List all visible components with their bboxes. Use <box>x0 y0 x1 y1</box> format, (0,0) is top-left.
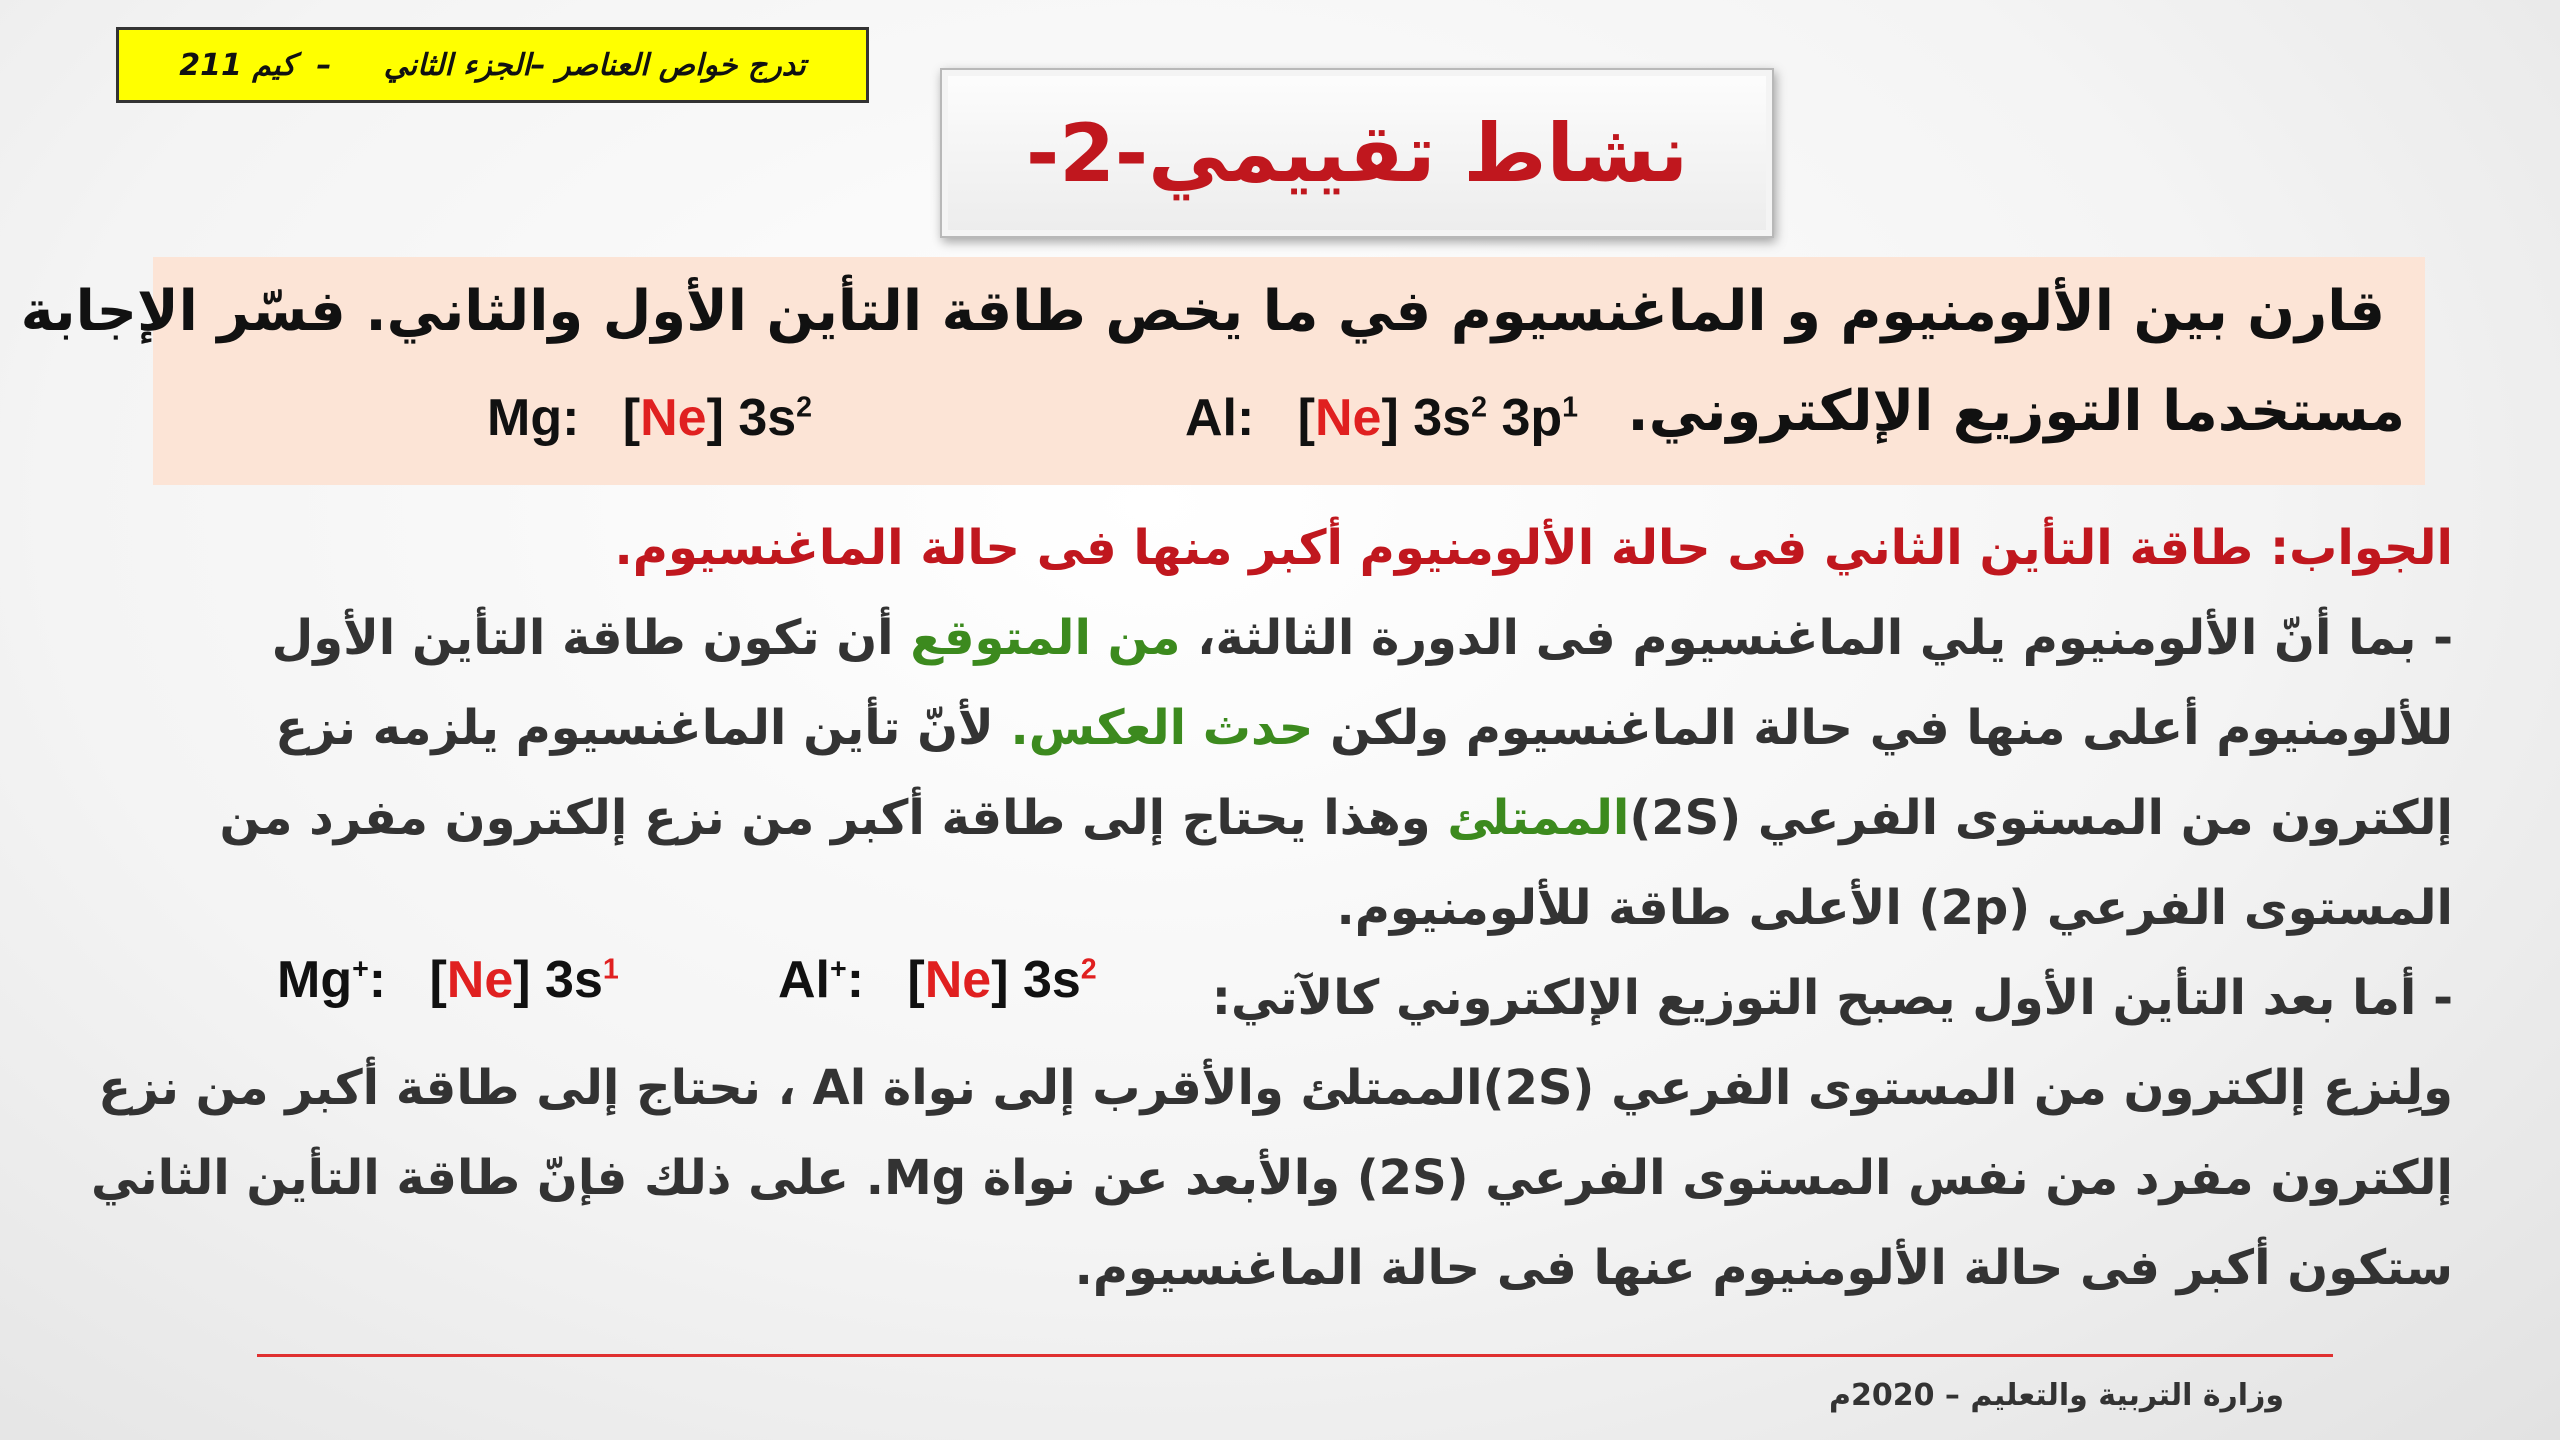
question-line-1: قارن بين الألومنيوم و الماغنسيوم في ما يخص طاقة التأين الأول والثاني. فسّر الإجابة <box>20 279 2385 344</box>
answer-heading <box>615 520 2453 576</box>
al-ion-config: Al+: [Ne] $3s^2$ <box>778 951 1097 1009</box>
answer-line-2-green: حدث العكس. <box>1010 700 1314 756</box>
course-badge: تدرج خواص العناصر –الجزء الثاني – كيم 211 <box>116 27 869 103</box>
answer-line-2 <box>275 700 2453 756</box>
al-ion-charge: + <box>830 953 847 986</box>
answer-line-1-a: - بما أنّ الألومنيوم يلي الماغنسيوم فى الدورة الثالثة، <box>1197 610 2453 666</box>
mg-config-s-exp: 2 <box>796 391 813 424</box>
mg-config: Mg: [Ne] $3s^2$ <box>487 389 813 447</box>
answer-line-1-b: أن تكون طاقة التأين الأول <box>271 610 894 666</box>
mg-config-label: Mg: <box>487 389 580 447</box>
question-panel <box>20 257 2425 485</box>
question-line-2: مستخدما التوزيع الإلكتروني. <box>1627 379 2405 444</box>
al-config-s: 3s <box>1413 389 1472 447</box>
page-title: نشاط تقييمي-2- <box>1026 106 1688 200</box>
answer-line-3 <box>220 790 2453 846</box>
answer-line-8: ستكون أكبر فى حالة الألومنيوم عنها فى حالة الماغنسيوم. <box>1074 1240 2453 1296</box>
answer-line-7: إلكترون مفرد من نفس المستوى الفرعي (2S) والأبعد عن نواة Mg. على ذلك فإنّ طاقة التأين الثاني <box>91 1150 2453 1206</box>
mg-ion-config: Mg+: [Ne] $3s^1$ <box>277 951 619 1009</box>
footer-text: وزارة التربية والتعليم – 2020م <box>1828 1378 2284 1413</box>
title-box <box>940 68 1774 238</box>
mg-config-core: Ne <box>640 389 707 447</box>
al-config-p-exp: 1 <box>1562 391 1579 424</box>
answer-line-3-green: الممتلئ <box>1447 790 1630 846</box>
answer-line-5: - أما بعد التأين الأول يصبح التوزيع الإلكتروني كالآتي: <box>1211 970 2453 1026</box>
al-ion-s-exp: 2 <box>1080 953 1097 986</box>
mg-ion-colon: : <box>368 951 387 1009</box>
al-ion-label: Al <box>778 951 830 1009</box>
mg-config-s: 3s <box>738 389 797 447</box>
answer-line-2-a: للألومنيوم أعلى منها في حالة الماغنسيوم ولكن <box>1330 700 2453 756</box>
answer-line-1-green: من المتوقع <box>910 610 1181 666</box>
answer-line-2-b: لأنّ تأين الماغنسيوم يلزمه نزع <box>275 700 994 756</box>
mg-ion-s: 3s <box>545 951 603 1009</box>
al-config-p: 3p <box>1501 389 1563 447</box>
answer-line-3-b: وهذا يحتاج إلى طاقة أكبر من نزع إلكترون مفرد من <box>219 790 1431 846</box>
al-config-s-exp: 2 <box>1471 391 1487 424</box>
mg-ion-charge: + <box>352 953 369 986</box>
answer-line-6: ولِنزع إلكترون من المستوى الفرعي (2S)الممتلئ والأقرب إلى نواة Al ، نحتاج إلى طاقة أكبر من نزع <box>98 1060 2453 1116</box>
mg-ion-core: Ne <box>446 951 514 1009</box>
al-config: Al: [Ne] $3s^2$ $3p^1$ <box>1185 389 1579 447</box>
al-config-core: Ne <box>1315 389 1382 447</box>
mg-ion-label: Mg <box>277 951 353 1009</box>
al-config-label: Al: <box>1185 389 1255 447</box>
answer-line-3-a: إلكترون من المستوى الفرعي (2S) <box>1629 790 2453 846</box>
footer-divider <box>257 1354 2333 1357</box>
mg-ion-s-exp: 1 <box>602 953 619 986</box>
answer-heading-label: الجواب: <box>2269 520 2453 576</box>
al-ion-colon: : <box>846 951 865 1009</box>
al-ion-s: 3s <box>1022 951 1081 1009</box>
answer-heading-text: طاقة التأين الثاني فى حالة الألومنيوم أكبر منها فى حالة الماغنسيوم. <box>614 520 2254 576</box>
answer-line-4: المستوى الفرعي (2p) الأعلى طاقة للألومنيوم. <box>1336 880 2453 936</box>
al-ion-core: Ne <box>924 951 992 1009</box>
answer-line-1 <box>272 610 2453 666</box>
